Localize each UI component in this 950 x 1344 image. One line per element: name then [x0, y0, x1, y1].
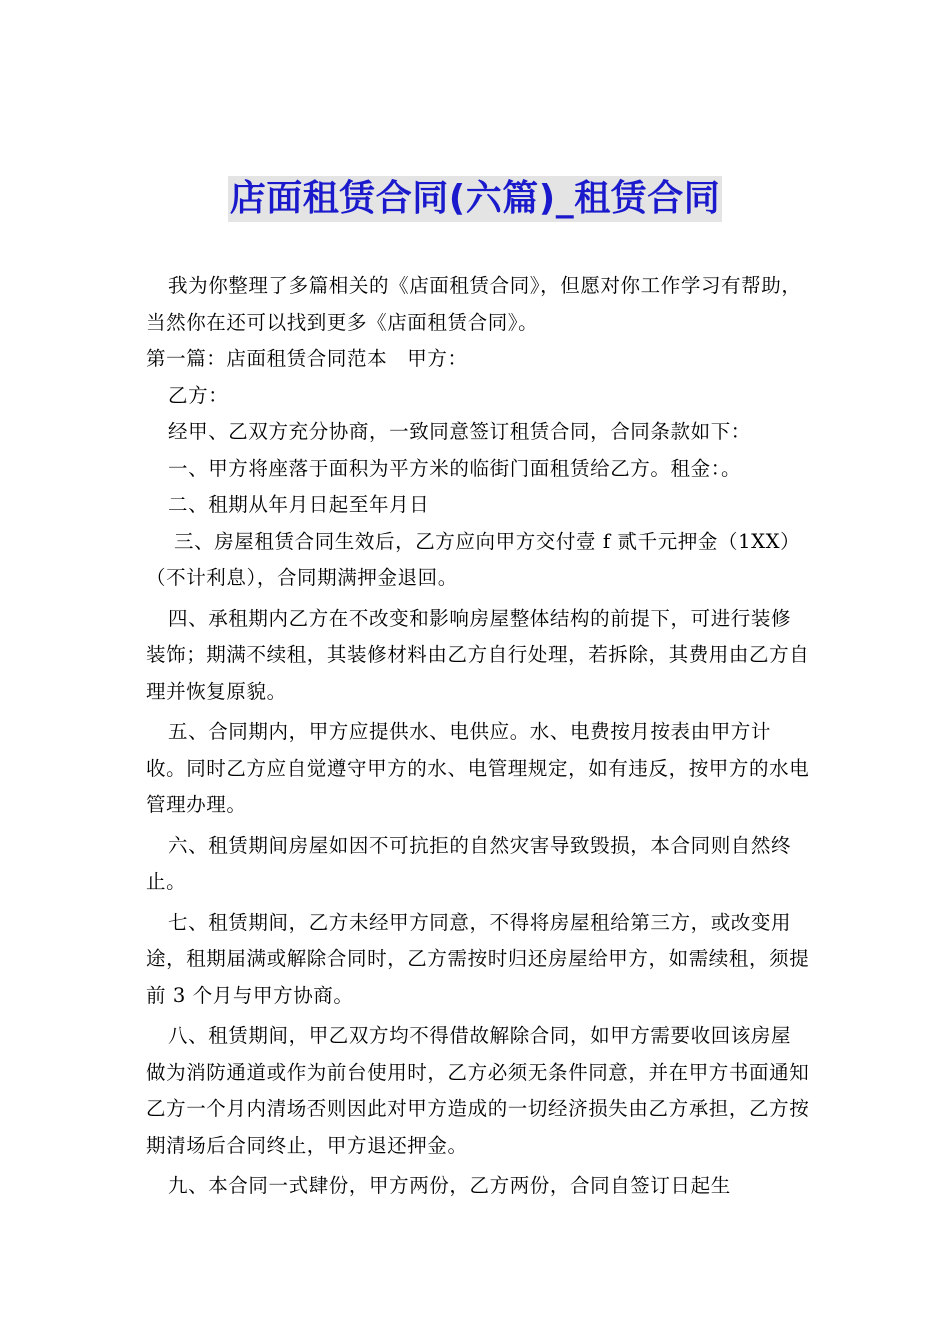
clause-2: 二、租期从年月日起至年月日	[168, 493, 430, 516]
title-container	[0, 176, 950, 222]
agreement-intro: 经甲、乙双方充分协商，一致同意签订租赁合同，合同条款如下：	[168, 420, 751, 443]
clause-1: 一、甲方将座落于面积为平方米的临街门面租赁给乙方。租金：。	[168, 456, 742, 480]
clause-7: 七、租赁期间，乙方未经甲方同意，不得将房屋租给第三方，或改变用途，租期届满或解除合同时，乙方需按时归还房屋给甲方，如需续租，须提前 3 个月与甲方协商。	[146, 910, 810, 1007]
clause-3: 三、房屋租赁合同生效后，乙方应向甲方交付壹 f 贰千元押金（1XX）（不计利息），合同期满押金退回。	[146, 529, 801, 589]
party-b-line: 乙方：	[168, 383, 229, 407]
intro-paragraph: 我为你整理了多篇相关的《店面租赁合同》，但愿对你工作学习有帮助，当然你在还可以找到更多《店面租赁合同》。	[146, 274, 802, 334]
document-title: 店面租赁合同(六篇)_租赁合同	[228, 176, 722, 222]
clause-8: 八、租赁期间，甲乙双方均不得借故解除合同，如甲方需要收回该房屋做为消防通道或作为前台使用时，乙方必须无条件同意，并在甲方书面通知乙方一个月内清场否则因此对甲方造成的一切经济损失由乙方承担，乙方按期清场后合同终止，甲方退还押金。	[146, 1024, 810, 1157]
clause-9: 九、本合同一式肆份，甲方两份，乙方两份，合同自签订日起生	[168, 1174, 731, 1197]
document-body	[146, 268, 810, 1205]
clause-6: 六、租赁期间房屋如因不可抗拒的自然灾害导致毁损，本合同则自然终止。	[146, 833, 792, 893]
clause-4: 四、承租期内乙方在不改变和影响房屋整体结构的前提下，可进行装修装饰；期满不续租，其装修材料由乙方自行处理，若拆除，其费用由乙方自理并恢复原貌。	[146, 606, 810, 703]
clause-5: 五、合同期内，甲方应提供水、电供应。水、电费按月按表由甲方计收。同时乙方应自觉遵守甲方的水、电管理规定，如有违反，按甲方的水电管理办理。	[146, 720, 810, 816]
section-heading: 第一篇：店面租赁合同范本 甲方：	[146, 347, 468, 370]
